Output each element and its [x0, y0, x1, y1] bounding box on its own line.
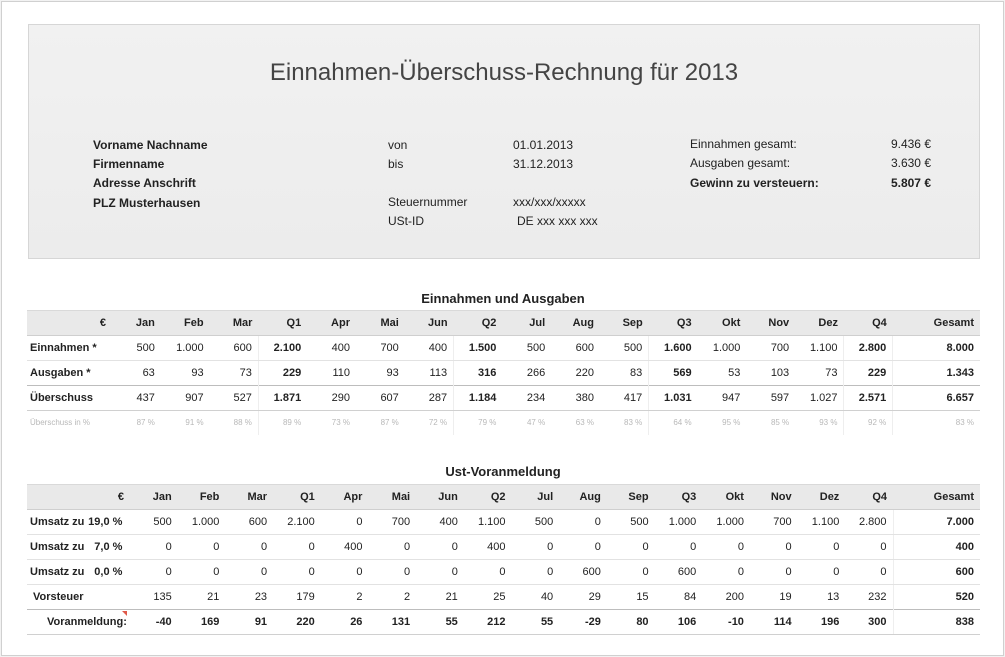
row-label: Voranmeldung: [27, 610, 130, 635]
column-header: Q4 [845, 485, 893, 510]
row-label: Ausgaben * [30, 367, 91, 379]
table-cell: 25 [493, 591, 506, 603]
table-cell: 700 [368, 510, 416, 535]
table-cell: 500 [112, 336, 161, 361]
table-cell: 0 [559, 535, 607, 560]
column-header: Q2 [464, 485, 512, 510]
table-cell: 83 % [893, 411, 980, 435]
table-cell: 2.100 [258, 336, 307, 361]
table-cell: 135 [153, 591, 172, 603]
income-expense-table [27, 310, 980, 435]
table-header-row [27, 485, 980, 510]
column-header: Sep [607, 485, 655, 510]
column-header: Feb [161, 311, 210, 336]
table-cell: 700 [750, 510, 798, 535]
row-label: Umsatz zu 7,0 % [27, 535, 130, 560]
column-header: Nov [746, 311, 795, 336]
table-cell: 400 [321, 535, 369, 560]
table-cell: 131 [368, 610, 416, 635]
table-cell: 91 % [185, 418, 204, 428]
column-header: Q3 [655, 485, 703, 510]
table-cell: 500 [607, 510, 655, 535]
table-cell: 87 % [136, 418, 155, 428]
table-cell: 229 [844, 361, 893, 386]
table-cell: 93 % [819, 418, 838, 428]
table-cell: 113 [429, 367, 448, 379]
table-cell: 947 [698, 386, 747, 411]
column-header: Jul [502, 311, 551, 336]
table-cell: 8.000 [893, 336, 980, 361]
column-header: Mar [225, 485, 273, 510]
table-cell: 229 [258, 361, 307, 386]
table-cell: 220 [575, 367, 594, 379]
table-cell: 400 [416, 510, 464, 535]
table-cell: 0 [178, 535, 226, 560]
table-cell: 13 [827, 591, 840, 603]
company-address: Adresse Anschrift [93, 176, 196, 190]
table-cell: 23 [254, 591, 268, 603]
table-cell: 907 [161, 386, 210, 411]
table-cell: 700 [356, 336, 405, 361]
table-cell: -40 [130, 610, 178, 635]
table-cell: 88 % [233, 418, 252, 428]
table-cell: 79 % [454, 411, 503, 435]
company-city: PLZ Musterhausen [93, 196, 201, 210]
table-cell: 400 [893, 535, 980, 560]
table-cell: 0 [798, 535, 846, 560]
table-cell: 600 [225, 510, 273, 535]
table-cell: 73 [239, 367, 252, 379]
table-cell: 1.600 [649, 336, 698, 361]
table-cell: 40 [540, 591, 554, 603]
table-cell: 72 % [428, 418, 448, 428]
table-cell: 110 [332, 367, 350, 379]
table-cell: 26 [321, 610, 369, 635]
table-cell: 2 [404, 591, 411, 603]
column-header: Q2 [454, 311, 503, 336]
table-cell: 500 [130, 510, 178, 535]
table-cell: 106 [655, 610, 703, 635]
table-cell: 80 [607, 610, 655, 635]
table-cell: 179 [296, 591, 315, 603]
table-cell: 2.100 [273, 510, 321, 535]
column-header: Mai [356, 311, 405, 336]
table-cell: 380 [551, 386, 600, 411]
table-cell: 103 [770, 367, 790, 379]
table-cell: 0 [655, 535, 703, 560]
table-cell: 2 [356, 591, 363, 603]
table-cell: 1.100 [798, 510, 846, 535]
table-cell: 83 [630, 367, 643, 379]
table-cell: 290 [307, 386, 356, 411]
column-header: Nov [750, 485, 798, 510]
column-header: Jan [112, 311, 161, 336]
table-cell: 64 % [649, 411, 698, 435]
company-firm: Firmenname [93, 157, 165, 171]
table-cell: 400 [464, 535, 512, 560]
table-cell: 55 [512, 610, 560, 635]
table-cell: 266 [526, 367, 546, 379]
company-name: Vorname Nachname [93, 138, 208, 152]
table-cell: 1.000 [702, 510, 750, 535]
period-to-value: 31.12.2013 [513, 157, 574, 171]
table-cell: 316 [454, 361, 503, 386]
table-cell: 1.000 [655, 510, 703, 535]
table-header-row [27, 311, 980, 336]
table-cell: 1.500 [454, 336, 503, 361]
table-cell: 92 % [844, 411, 893, 435]
tax-rate: 7,0 % [94, 541, 123, 553]
table-cell: 63 % [575, 418, 594, 428]
column-header: Q1 [273, 485, 321, 510]
table-cell: 300 [845, 610, 893, 635]
table-cell: 0 [130, 560, 178, 585]
table-cell: 0 [750, 535, 798, 560]
table-cell: 84 [684, 591, 697, 603]
table-cell: -10 [702, 610, 750, 635]
table-row [27, 585, 980, 610]
table-cell: 0 [273, 560, 321, 585]
table-cell: 1.343 [893, 361, 980, 386]
column-header: Jun [416, 485, 464, 510]
table-row [27, 411, 980, 435]
row-label: Überschuss [27, 386, 112, 411]
table-row [27, 386, 980, 411]
period-from-label: von [388, 138, 408, 152]
column-header: Dez [798, 485, 846, 510]
expense-total-label: Ausgaben gesamt: [690, 156, 791, 170]
table-cell: 29 [588, 591, 601, 603]
table-cell: 1.184 [454, 386, 503, 411]
table-cell: 287 [405, 386, 454, 411]
table-cell: 53 [728, 367, 741, 379]
row-label: Einnahmen * [27, 336, 112, 361]
income-total-value: 9.436 € [890, 137, 931, 151]
table-cell: 6.657 [893, 386, 980, 411]
table-cell: 7.000 [893, 510, 980, 535]
table-cell: 417 [600, 386, 649, 411]
table-cell: 87 % [380, 418, 399, 428]
period-to-label: bis [388, 157, 404, 171]
table-row [27, 560, 980, 585]
vat-id-label: USt-ID [388, 214, 424, 228]
table-cell: 19 [779, 591, 792, 603]
table-cell: 0 [225, 535, 273, 560]
table-cell: 1.027 [795, 386, 844, 411]
expense-total-value: 3.630 € [890, 156, 931, 170]
table-cell: 600 [655, 560, 703, 585]
table-cell: 600 [893, 560, 980, 585]
table-cell: 114 [750, 610, 798, 635]
table-cell: 500 [512, 510, 560, 535]
vat-id-value: DE xxx xxx xxx [517, 214, 598, 228]
column-header: € [27, 311, 112, 336]
column-header: Gesamt [893, 311, 980, 336]
table-cell: 600 [559, 560, 607, 585]
table-cell: 0 [225, 560, 273, 585]
table-cell: 2.800 [844, 336, 893, 361]
table-cell: 220 [273, 610, 321, 635]
column-header: Mar [210, 311, 259, 336]
column-header: Q4 [844, 311, 893, 336]
column-header: Aug [559, 485, 607, 510]
table-cell: 0 [798, 560, 846, 585]
table-cell: 1.000 [178, 510, 226, 535]
table-cell: 15 [636, 591, 649, 603]
column-header: Okt [702, 485, 750, 510]
table-cell: 212 [464, 610, 512, 635]
table-cell: 2.571 [844, 386, 893, 411]
table-cell: 196 [798, 610, 846, 635]
table-cell: 1.000 [161, 336, 210, 361]
comment-marker-icon [122, 611, 127, 616]
table-row [27, 361, 980, 386]
table-cell: 527 [210, 386, 259, 411]
row-label: Überschuss in % [30, 418, 91, 428]
column-header: Feb [178, 485, 226, 510]
table-cell: 0 [416, 535, 464, 560]
table-cell: 0 [416, 560, 464, 585]
table-cell: 437 [112, 386, 161, 411]
tax-rate: 0,0 % [94, 566, 123, 578]
column-header: Sep [600, 311, 649, 336]
tax-rate: 19,0 % [88, 516, 123, 528]
table-cell: 93 [191, 367, 204, 379]
tax-number-value: xxx/xxx/xxxxx [513, 195, 586, 209]
table-cell: 0 [559, 510, 607, 535]
table-cell: 0 [321, 560, 369, 585]
table-cell: 2.800 [845, 510, 893, 535]
table-cell: 1.100 [795, 336, 844, 361]
table-row [27, 535, 980, 560]
table-cell: 85 % [770, 418, 790, 428]
table-cell: 93 [386, 367, 399, 379]
table-cell: 1.031 [649, 386, 698, 411]
table-cell: -29 [559, 610, 607, 635]
column-header: Apr [307, 311, 356, 336]
tax-number-label: Steuernummer [388, 195, 468, 209]
column-header: Dez [795, 311, 844, 336]
column-header: Jan [130, 485, 178, 510]
table-cell: 500 [600, 336, 649, 361]
table-cell: 0 [130, 535, 178, 560]
table-cell: 200 [725, 591, 744, 603]
table-cell: 0 [845, 535, 893, 560]
table-cell: 0 [368, 560, 416, 585]
table-cell: 600 [210, 336, 259, 361]
table-cell: 95 % [722, 418, 741, 428]
table-cell: 0 [607, 560, 655, 585]
table-row [27, 336, 980, 361]
table-row [27, 510, 980, 535]
table-cell: 1.100 [464, 510, 512, 535]
table-cell: 607 [356, 386, 405, 411]
income-expense-title: Einnahmen und Ausgaben [421, 291, 585, 306]
column-header: Gesamt [893, 485, 980, 510]
table-cell: 21 [207, 591, 220, 603]
table-cell: 63 [142, 367, 155, 379]
table-cell: 47 % [526, 418, 546, 428]
table-cell: 0 [512, 560, 560, 585]
table-cell: 0 [750, 560, 798, 585]
table-cell: 0 [702, 560, 750, 585]
document-title: Einnahmen-Überschuss-Rechnung für 2013 [269, 59, 739, 86]
table-cell: 0 [178, 560, 226, 585]
profit-value: 5.807 € [890, 176, 931, 190]
table-cell: 0 [845, 560, 893, 585]
table-cell: 597 [746, 386, 795, 411]
column-header: Jun [405, 311, 454, 336]
column-header: Aug [551, 311, 600, 336]
table-row [27, 610, 980, 635]
table-cell: 21 [445, 591, 458, 603]
table-cell: 232 [868, 591, 887, 603]
column-header: € [27, 485, 130, 510]
table-cell: 0 [607, 535, 655, 560]
profit-label: Gewinn zu versteuern: [690, 176, 819, 190]
column-header: Jul [512, 485, 560, 510]
table-cell: 91 [225, 610, 273, 635]
table-cell: 0 [702, 535, 750, 560]
table-cell: 400 [405, 336, 454, 361]
income-total-label: Einnahmen gesamt: [690, 137, 797, 151]
vat-table [27, 484, 980, 635]
period-from-value: 01.01.2013 [513, 138, 574, 152]
table-cell: 73 % [331, 418, 350, 428]
table-cell: 0 [512, 535, 560, 560]
column-header: Q1 [258, 311, 307, 336]
table-cell: 55 [416, 610, 464, 635]
table-cell: 73 [825, 367, 838, 379]
table-cell: 0 [368, 535, 416, 560]
table-cell: 569 [649, 361, 698, 386]
table-cell: 169 [178, 610, 226, 635]
row-label: Umsatz zu 19,0 % [27, 510, 130, 535]
table-cell: 520 [893, 585, 980, 610]
table-cell: 234 [502, 386, 551, 411]
column-header: Apr [321, 485, 369, 510]
table-cell: 1.000 [698, 336, 747, 361]
table-cell: 1.871 [258, 386, 307, 411]
column-header: Mai [368, 485, 416, 510]
table-cell: 0 [321, 510, 369, 535]
table-cell: 700 [746, 336, 795, 361]
table-cell: 0 [464, 560, 512, 585]
vat-title: Ust-Voranmeldung [445, 464, 561, 479]
column-header: Okt [698, 311, 747, 336]
table-cell: 0 [273, 535, 321, 560]
row-label: Vorsteuer [33, 591, 84, 603]
table-cell: 500 [502, 336, 551, 361]
column-header: Q3 [649, 311, 698, 336]
table-cell: 83 % [624, 418, 643, 428]
table-cell: 838 [893, 610, 980, 635]
row-label: Umsatz zu 0,0 % [27, 560, 130, 585]
header-panel [28, 24, 980, 259]
table-cell: 400 [307, 336, 356, 361]
table-cell: 89 % [258, 411, 307, 435]
table-cell: 600 [551, 336, 600, 361]
